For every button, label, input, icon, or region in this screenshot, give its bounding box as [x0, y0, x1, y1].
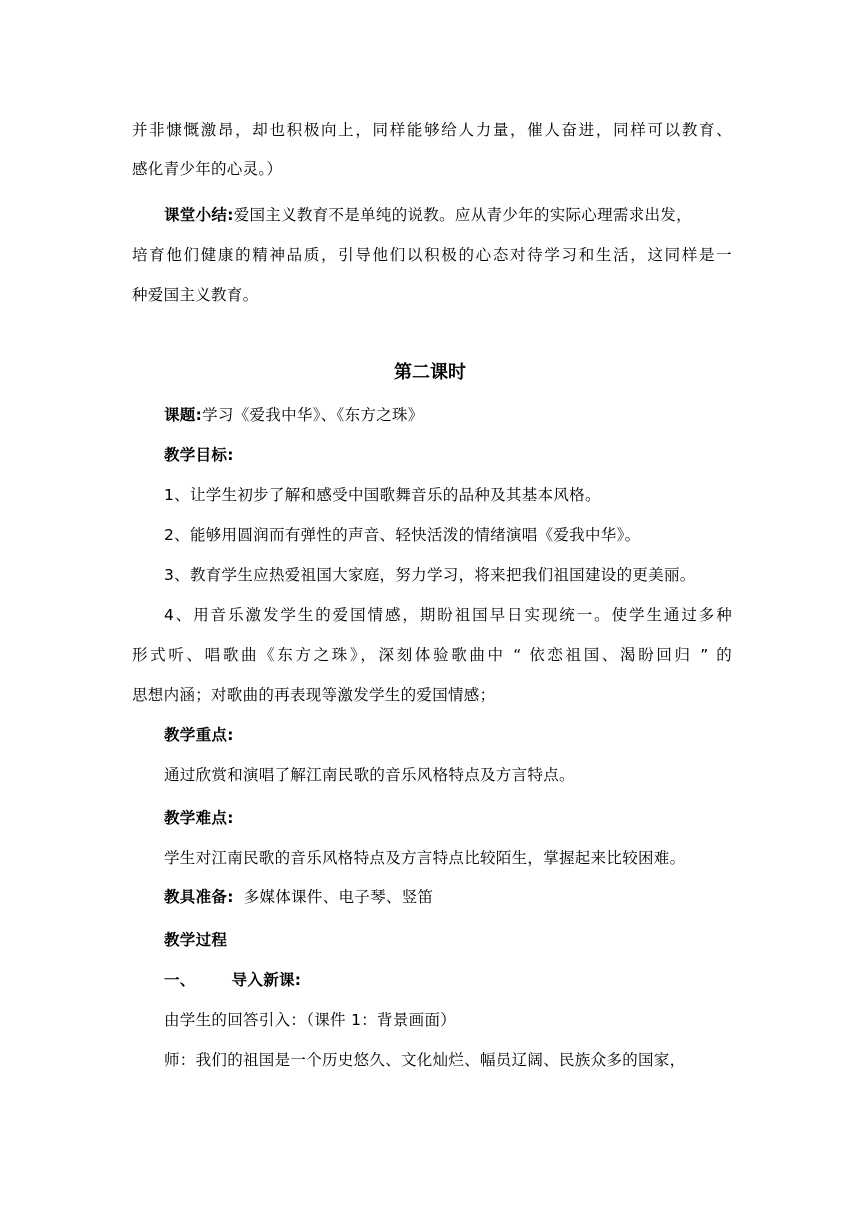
- paragraph-line: 并非慷慨激昂，却也积极向上，同样能够给人力量，催人奋进，同样可以教育、: [132, 121, 732, 139]
- step-heading: [164, 970, 764, 990]
- teacher-line: 师：我们的祖国是一个历史悠久、文化灿烂、幅员辽阔、民族众多的国家，: [164, 1051, 686, 1069]
- topic-text: 学习《爱我中华》、《东方之珠》: [202, 406, 424, 424]
- difficulties-label: 教学难点:: [164, 809, 234, 827]
- key-points-text: 通过欣赏和演唱了解江南民歌的音乐风格特点及方言特点。: [164, 766, 575, 784]
- materials-line: [164, 887, 764, 907]
- materials-label: 教具准备:: [164, 888, 234, 906]
- paragraph-line: 种爱国主义教育。: [132, 286, 259, 304]
- objective-item: 2、能够用圆润而有弹性的声音、轻快活泼的情绪演唱《爱我中华》。: [164, 526, 641, 544]
- objective-item: 4、用音乐激发学生的爱国情感，期盼祖国早日实现统一。使学生通过多种: [164, 606, 732, 624]
- paragraph-line: 感化青少年的心灵。）: [132, 160, 283, 178]
- intro-line: 由学生的回答引入：（课件 1：背景画面）: [164, 1011, 457, 1029]
- paragraph-line: 培育他们健康的精神品质，引导他们以积极的心态对待学习和生活，这同样是一: [132, 246, 732, 264]
- summary-label: 课堂小结:: [164, 206, 234, 224]
- process-label: 教学过程: [164, 931, 228, 949]
- step-number: 一、: [164, 971, 196, 989]
- paragraph-line: 形式听、唱歌曲《东方之珠》，深刻体验歌曲中 “ 依恋祖国、渴盼回归 ” 的: [132, 646, 732, 664]
- summary-text: 爱国主义教育不是单纯的说教。应从青少年的实际心理需求出发，: [233, 206, 692, 224]
- step-title: 导入新课:: [231, 971, 302, 989]
- topic-label: 课题:: [164, 406, 203, 424]
- objectives-label: 教学目标:: [164, 446, 234, 464]
- key-points-label: 教学重点:: [164, 726, 234, 744]
- section-title: 第二课时: [394, 362, 466, 383]
- difficulties-text: 学生对江南民歌的音乐风格特点及方言特点比较陌生，掌握起来比较困难。: [164, 849, 686, 867]
- paragraph-line: 思想内涵；对歌曲的再表现等激发学生的爱国情感；: [132, 686, 496, 704]
- objective-item: 3、教育学生应热爱祖国大家庭，努力学习，将来把我们祖国建设的更美丽。: [164, 566, 696, 584]
- materials-text: 多媒体课件、电子琴、竖笛: [243, 888, 434, 906]
- topic-line: [164, 405, 764, 425]
- summary-line: [164, 205, 732, 225]
- objective-item: 1、让学生初步了解和感受中国歌舞音乐的品种及其基本风格。: [164, 486, 601, 504]
